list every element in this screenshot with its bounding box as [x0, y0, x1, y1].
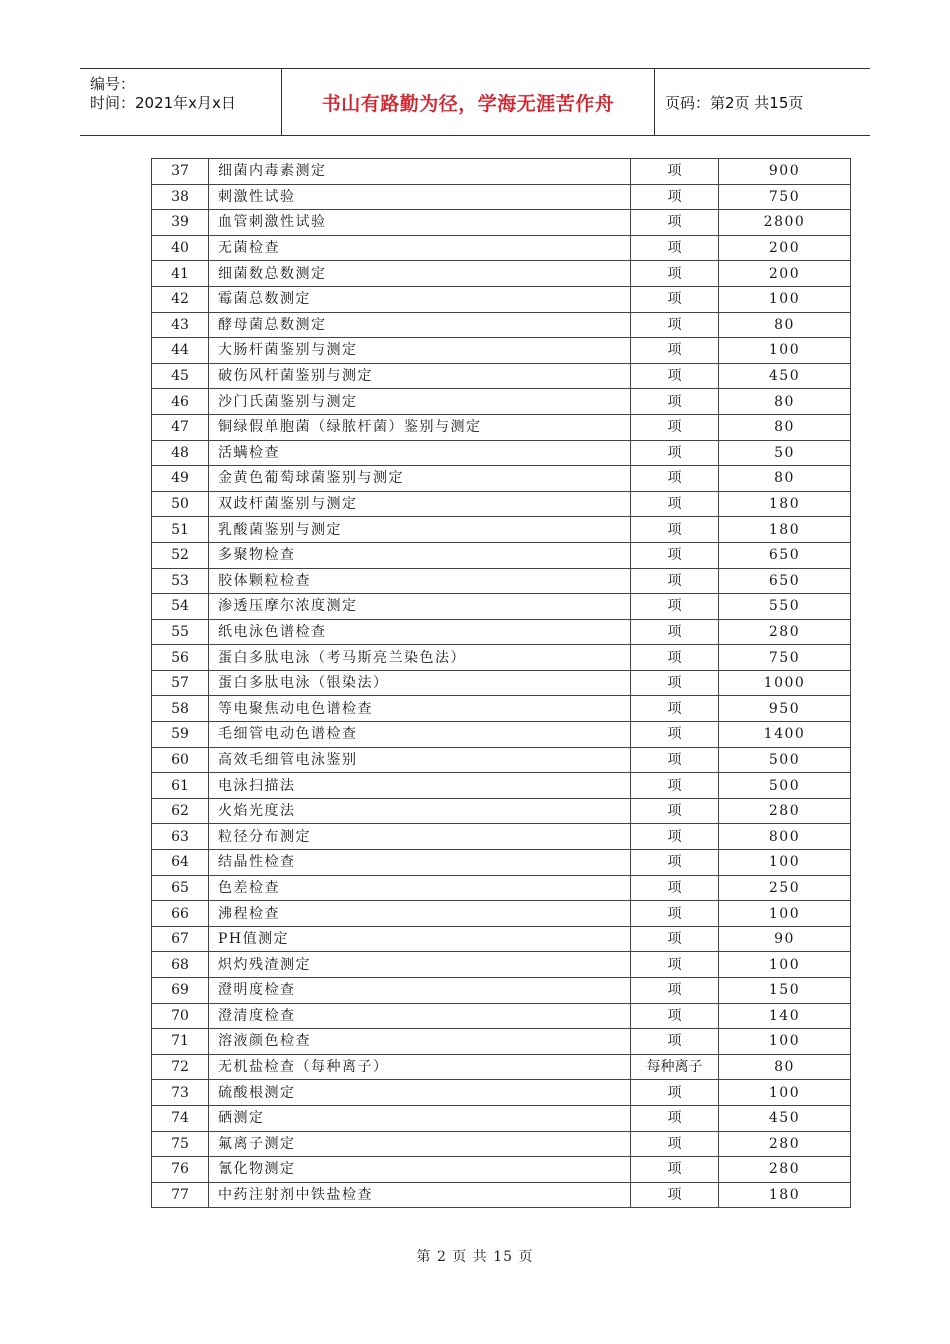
item-name-cell: 电泳扫描法: [209, 773, 631, 799]
unit-cell: 项: [631, 1080, 719, 1106]
item-name-cell: 蛋白多肽电泳（银染法）: [209, 670, 631, 696]
unit-cell: 项: [631, 312, 719, 338]
unit-cell: 项: [631, 1105, 719, 1131]
unit-cell: 项: [631, 722, 719, 748]
page-header: [80, 68, 870, 136]
item-name-cell: 铜绿假单胞菌（绿脓杆菌）鉴别与测定: [209, 414, 631, 440]
price-cell: 450: [719, 363, 851, 389]
code-label: 编号：: [90, 75, 136, 93]
table-row: [152, 440, 851, 466]
item-name-cell: 双歧杆菌鉴别与测定: [209, 491, 631, 517]
price-cell: 180: [719, 1182, 851, 1208]
table-row: [152, 312, 851, 338]
row-number-cell: 51: [152, 517, 209, 543]
price-cell: 90: [719, 926, 851, 952]
unit-cell: 项: [631, 466, 719, 492]
row-number-cell: 61: [152, 773, 209, 799]
table-row: [152, 850, 851, 876]
price-cell: 100: [719, 338, 851, 364]
table-row: [152, 901, 851, 927]
price-cell: 800: [719, 824, 851, 850]
unit-cell: 项: [631, 1029, 719, 1055]
price-cell: 80: [719, 389, 851, 415]
table-row: [152, 1157, 851, 1183]
item-name-cell: 霉菌总数测定: [209, 286, 631, 312]
date-text: 时间：2021年x月x日: [90, 94, 236, 112]
unit-cell: 项: [631, 414, 719, 440]
table-row: [152, 1003, 851, 1029]
row-number-cell: 77: [152, 1182, 209, 1208]
table-row: [152, 235, 851, 261]
table-row: [152, 798, 851, 824]
row-number-cell: 66: [152, 901, 209, 927]
unit-cell: 项: [631, 491, 719, 517]
price-cell: 900: [719, 159, 851, 185]
row-number-cell: 54: [152, 594, 209, 620]
table-row: [152, 184, 851, 210]
price-cell: 950: [719, 696, 851, 722]
table-row: [152, 389, 851, 415]
item-name-cell: 炽灼残渣测定: [209, 952, 631, 978]
price-cell: 650: [719, 542, 851, 568]
price-cell: 280: [719, 798, 851, 824]
row-number-cell: 57: [152, 670, 209, 696]
table-row: [152, 1131, 851, 1157]
unit-cell: 项: [631, 696, 719, 722]
table-row: [152, 722, 851, 748]
item-name-cell: 蛋白多肽电泳（考马斯亮兰染色法）: [209, 645, 631, 671]
price-cell: 1400: [719, 722, 851, 748]
unit-cell: 项: [631, 286, 719, 312]
price-table: [151, 158, 851, 1208]
unit-cell: 项: [631, 619, 719, 645]
price-cell: 500: [719, 747, 851, 773]
unit-cell: 项: [631, 747, 719, 773]
row-number-cell: 38: [152, 184, 209, 210]
item-name-cell: 无机盐检查（每种离子）: [209, 1054, 631, 1080]
item-name-cell: PH值测定: [209, 926, 631, 952]
row-number-cell: 56: [152, 645, 209, 671]
row-number-cell: 64: [152, 850, 209, 876]
item-name-cell: 等电聚焦动电色谱检查: [209, 696, 631, 722]
table-row: [152, 670, 851, 696]
table-row: [152, 517, 851, 543]
item-name-cell: 沸程检查: [209, 901, 631, 927]
row-number-cell: 58: [152, 696, 209, 722]
row-number-cell: 52: [152, 542, 209, 568]
item-name-cell: 硒测定: [209, 1105, 631, 1131]
row-number-cell: 75: [152, 1131, 209, 1157]
item-name-cell: 溶液颜色检查: [209, 1029, 631, 1055]
price-cell: 180: [719, 491, 851, 517]
item-name-cell: 破伤风杆菌鉴别与测定: [209, 363, 631, 389]
unit-cell: 项: [631, 978, 719, 1004]
row-number-cell: 40: [152, 235, 209, 261]
unit-cell: 项: [631, 670, 719, 696]
unit-cell: 项: [631, 798, 719, 824]
table-row: [152, 491, 851, 517]
table-row: [152, 414, 851, 440]
unit-cell: 项: [631, 824, 719, 850]
row-number-cell: 68: [152, 952, 209, 978]
row-number-cell: 42: [152, 286, 209, 312]
unit-cell: 项: [631, 1157, 719, 1183]
unit-cell: 项: [631, 926, 719, 952]
table-row: [152, 773, 851, 799]
item-name-cell: 大肠杆菌鉴别与测定: [209, 338, 631, 364]
row-number-cell: 72: [152, 1054, 209, 1080]
item-name-cell: 结晶性检查: [209, 850, 631, 876]
row-number-cell: 70: [152, 1003, 209, 1029]
table-row: [152, 363, 851, 389]
item-name-cell: 渗透压摩尔浓度测定: [209, 594, 631, 620]
header-page-cell: [655, 69, 870, 135]
price-cell: 650: [719, 568, 851, 594]
price-cell: 450: [719, 1105, 851, 1131]
row-number-cell: 73: [152, 1080, 209, 1106]
row-number-cell: 39: [152, 210, 209, 236]
unit-cell: 项: [631, 875, 719, 901]
row-number-cell: 55: [152, 619, 209, 645]
motto-text: 书山有路勤为径，学海无涯苦作舟: [321, 92, 615, 115]
item-name-cell: 活螨检查: [209, 440, 631, 466]
page-info: 页码：第2页 共15页: [665, 93, 804, 112]
unit-cell: 项: [631, 210, 719, 236]
price-cell: 100: [719, 286, 851, 312]
price-cell: 80: [719, 414, 851, 440]
table-row: [152, 696, 851, 722]
table-row: [152, 594, 851, 620]
row-number-cell: 44: [152, 338, 209, 364]
item-name-cell: 氰化物测定: [209, 1157, 631, 1183]
table-row: [152, 466, 851, 492]
row-number-cell: 60: [152, 747, 209, 773]
price-table-body: [152, 159, 851, 1208]
price-cell: 150: [719, 978, 851, 1004]
item-name-cell: 血管刺激性试验: [209, 210, 631, 236]
row-number-cell: 45: [152, 363, 209, 389]
table-row: [152, 542, 851, 568]
table-row: [152, 747, 851, 773]
unit-cell: 项: [631, 773, 719, 799]
price-cell: 500: [719, 773, 851, 799]
page-footer: 第 2 页 共 15 页: [416, 1249, 534, 1265]
table-row: [152, 1054, 851, 1080]
item-name-cell: 中药注射剂中铁盐检查: [209, 1182, 631, 1208]
unit-cell: 项: [631, 363, 719, 389]
unit-cell: 项: [631, 645, 719, 671]
price-cell: 140: [719, 1003, 851, 1029]
price-cell: 100: [719, 952, 851, 978]
price-cell: 80: [719, 312, 851, 338]
item-name-cell: 细菌数总数测定: [209, 261, 631, 287]
price-cell: 2800: [719, 210, 851, 236]
item-name-cell: 粒径分布测定: [209, 824, 631, 850]
item-name-cell: 酵母菌总数测定: [209, 312, 631, 338]
price-cell: 100: [719, 901, 851, 927]
unit-cell: 项: [631, 184, 719, 210]
unit-cell: 项: [631, 1003, 719, 1029]
item-name-cell: 纸电泳色谱检查: [209, 619, 631, 645]
price-cell: 100: [719, 1029, 851, 1055]
unit-cell: 每种离子: [631, 1054, 719, 1080]
table-row: [152, 645, 851, 671]
row-number-cell: 74: [152, 1105, 209, 1131]
item-name-cell: 氟离子测定: [209, 1131, 631, 1157]
table-row: [152, 978, 851, 1004]
table-row: [152, 824, 851, 850]
price-cell: 750: [719, 184, 851, 210]
unit-cell: 项: [631, 594, 719, 620]
row-number-cell: 59: [152, 722, 209, 748]
price-cell: 750: [719, 645, 851, 671]
price-cell: 80: [719, 466, 851, 492]
unit-cell: 项: [631, 1131, 719, 1157]
row-number-cell: 48: [152, 440, 209, 466]
unit-cell: 项: [631, 389, 719, 415]
unit-cell: 项: [631, 235, 719, 261]
item-name-cell: 高效毛细管电泳鉴别: [209, 747, 631, 773]
price-cell: 200: [719, 261, 851, 287]
price-cell: 200: [719, 235, 851, 261]
unit-cell: 项: [631, 338, 719, 364]
item-name-cell: 刺激性试验: [209, 184, 631, 210]
item-name-cell: 胶体颗粒检查: [209, 568, 631, 594]
table-row: [152, 286, 851, 312]
price-cell: 1000: [719, 670, 851, 696]
table-row: [152, 926, 851, 952]
row-number-cell: 71: [152, 1029, 209, 1055]
table-row: [152, 1182, 851, 1208]
price-cell: 280: [719, 1131, 851, 1157]
price-cell: 80: [719, 1054, 851, 1080]
table-row: [152, 338, 851, 364]
table-row: [152, 1080, 851, 1106]
row-number-cell: 41: [152, 261, 209, 287]
table-row: [152, 261, 851, 287]
item-name-cell: 澄清度检查: [209, 1003, 631, 1029]
table-row: [152, 875, 851, 901]
table-row: [152, 159, 851, 185]
unit-cell: 项: [631, 1182, 719, 1208]
unit-cell: 项: [631, 850, 719, 876]
unit-cell: 项: [631, 261, 719, 287]
unit-cell: 项: [631, 159, 719, 185]
item-name-cell: 澄明度检查: [209, 978, 631, 1004]
price-cell: 100: [719, 850, 851, 876]
price-cell: 100: [719, 1080, 851, 1106]
row-number-cell: 69: [152, 978, 209, 1004]
row-number-cell: 62: [152, 798, 209, 824]
item-name-cell: 沙门氏菌鉴别与测定: [209, 389, 631, 415]
unit-cell: 项: [631, 440, 719, 466]
table-row: [152, 1029, 851, 1055]
item-name-cell: 色差检查: [209, 875, 631, 901]
price-cell: 280: [719, 1157, 851, 1183]
table-row: [152, 619, 851, 645]
unit-cell: 项: [631, 901, 719, 927]
row-number-cell: 47: [152, 414, 209, 440]
row-number-cell: 37: [152, 159, 209, 185]
item-name-cell: 火焰光度法: [209, 798, 631, 824]
item-name-cell: 无菌检查: [209, 235, 631, 261]
unit-cell: 项: [631, 517, 719, 543]
unit-cell: 项: [631, 568, 719, 594]
price-cell: 550: [719, 594, 851, 620]
price-cell: 180: [719, 517, 851, 543]
item-name-cell: 细菌内毒素测定: [209, 159, 631, 185]
price-cell: 50: [719, 440, 851, 466]
unit-cell: 项: [631, 542, 719, 568]
row-number-cell: 50: [152, 491, 209, 517]
row-number-cell: 46: [152, 389, 209, 415]
header-motto-cell: [282, 69, 655, 135]
table-row: [152, 210, 851, 236]
row-number-cell: 63: [152, 824, 209, 850]
price-cell: 280: [719, 619, 851, 645]
item-name-cell: 金黄色葡萄球菌鉴别与测定: [209, 466, 631, 492]
row-number-cell: 43: [152, 312, 209, 338]
row-number-cell: 49: [152, 466, 209, 492]
item-name-cell: 硫酸根测定: [209, 1080, 631, 1106]
row-number-cell: 65: [152, 875, 209, 901]
table-row: [152, 568, 851, 594]
row-number-cell: 53: [152, 568, 209, 594]
header-meta-cell: [80, 69, 282, 135]
row-number-cell: 76: [152, 1157, 209, 1183]
table-row: [152, 952, 851, 978]
table-row: [152, 1105, 851, 1131]
row-number-cell: 67: [152, 926, 209, 952]
item-name-cell: 乳酸菌鉴别与测定: [209, 517, 631, 543]
item-name-cell: 多聚物检查: [209, 542, 631, 568]
price-cell: 250: [719, 875, 851, 901]
unit-cell: 项: [631, 952, 719, 978]
item-name-cell: 毛细管电动色谱检查: [209, 722, 631, 748]
